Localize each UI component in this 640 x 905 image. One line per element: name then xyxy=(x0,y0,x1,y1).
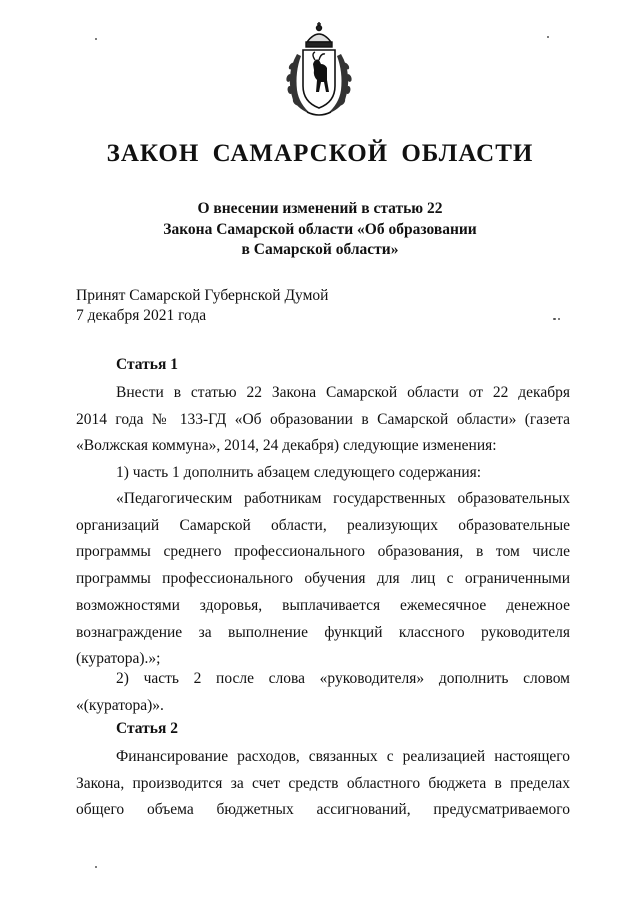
paragraph-line: вознаграждение за выполнение функций классного руководителя xyxy=(76,623,570,641)
paragraph-line: (куратора).»; xyxy=(76,650,161,668)
document-subtitle xyxy=(0,199,640,261)
adoption-line: Принят Самарской Губернской Думой xyxy=(76,287,329,304)
paragraph-line: Финансирование расходов, связанных с реализацией настоящего xyxy=(116,748,570,765)
crown-icon xyxy=(306,22,332,47)
article-2-text xyxy=(76,744,570,824)
paragraph-line: Внести в статью 22 Закона Самарской области от 22 декабря xyxy=(116,384,570,401)
scan-speck xyxy=(95,866,97,868)
article-1-item-1 xyxy=(76,460,570,487)
subtitle-line: Закона Самарской области «Об образовании xyxy=(163,220,477,238)
paragraph-line: возможностями здоровья, выплачивается ежемесячное денежное xyxy=(76,596,570,614)
article-1-intro xyxy=(76,380,570,460)
paragraph-line: организаций Самарской области, реализующих образовательные xyxy=(76,516,570,534)
paragraph-line: «(куратора)». xyxy=(76,696,164,714)
paragraph-line: «Педагогическим работникам государственных образовательных xyxy=(116,490,570,507)
article-1-heading: Статья 1 xyxy=(116,356,178,373)
ribbon-icon xyxy=(307,112,331,115)
article-2-heading: Статья 2 xyxy=(116,720,178,737)
scan-speck xyxy=(558,318,560,320)
paragraph-line: 1) часть 1 дополнить абзацем следующего содержания: xyxy=(116,464,482,481)
document-title: ЗАКОН САМАРСКОЙ ОБЛАСТИ xyxy=(106,140,534,167)
adoption-line: 7 декабря 2021 года xyxy=(76,306,207,324)
scan-speck xyxy=(553,318,556,320)
paragraph-line: Закона, производится за счет средств областного бюджета в пределах xyxy=(76,774,570,792)
paragraph-line: общего объема бюджетных ассигнований, предусматриваемого xyxy=(76,801,570,819)
paragraph-line: программы профессионального обучения для лиц с ограниченными xyxy=(76,570,570,588)
scan-speck xyxy=(547,36,549,38)
article-1-item-2 xyxy=(76,666,570,719)
scan-speck xyxy=(95,38,97,40)
paragraph-line: программы среднего профессионального образования, в том числе xyxy=(76,543,570,561)
subtitle-line: в Самарской области» xyxy=(241,241,399,258)
paragraph-line: 2) часть 2 после слова «руководителя» дополнить словом xyxy=(116,670,570,687)
paragraph-line: «Волжская коммуна», 2014, 24 декабря) следующие изменения: xyxy=(76,437,497,455)
adoption-note xyxy=(76,286,328,325)
article-1-quote xyxy=(76,486,570,673)
subtitle-line: О внесении изменений в статью 22 xyxy=(197,200,443,217)
coat-of-arms-emblem xyxy=(277,20,361,120)
paragraph-line: 2014 года № 133-ГД «Об образовании в Самарской области» (газета xyxy=(76,410,570,428)
